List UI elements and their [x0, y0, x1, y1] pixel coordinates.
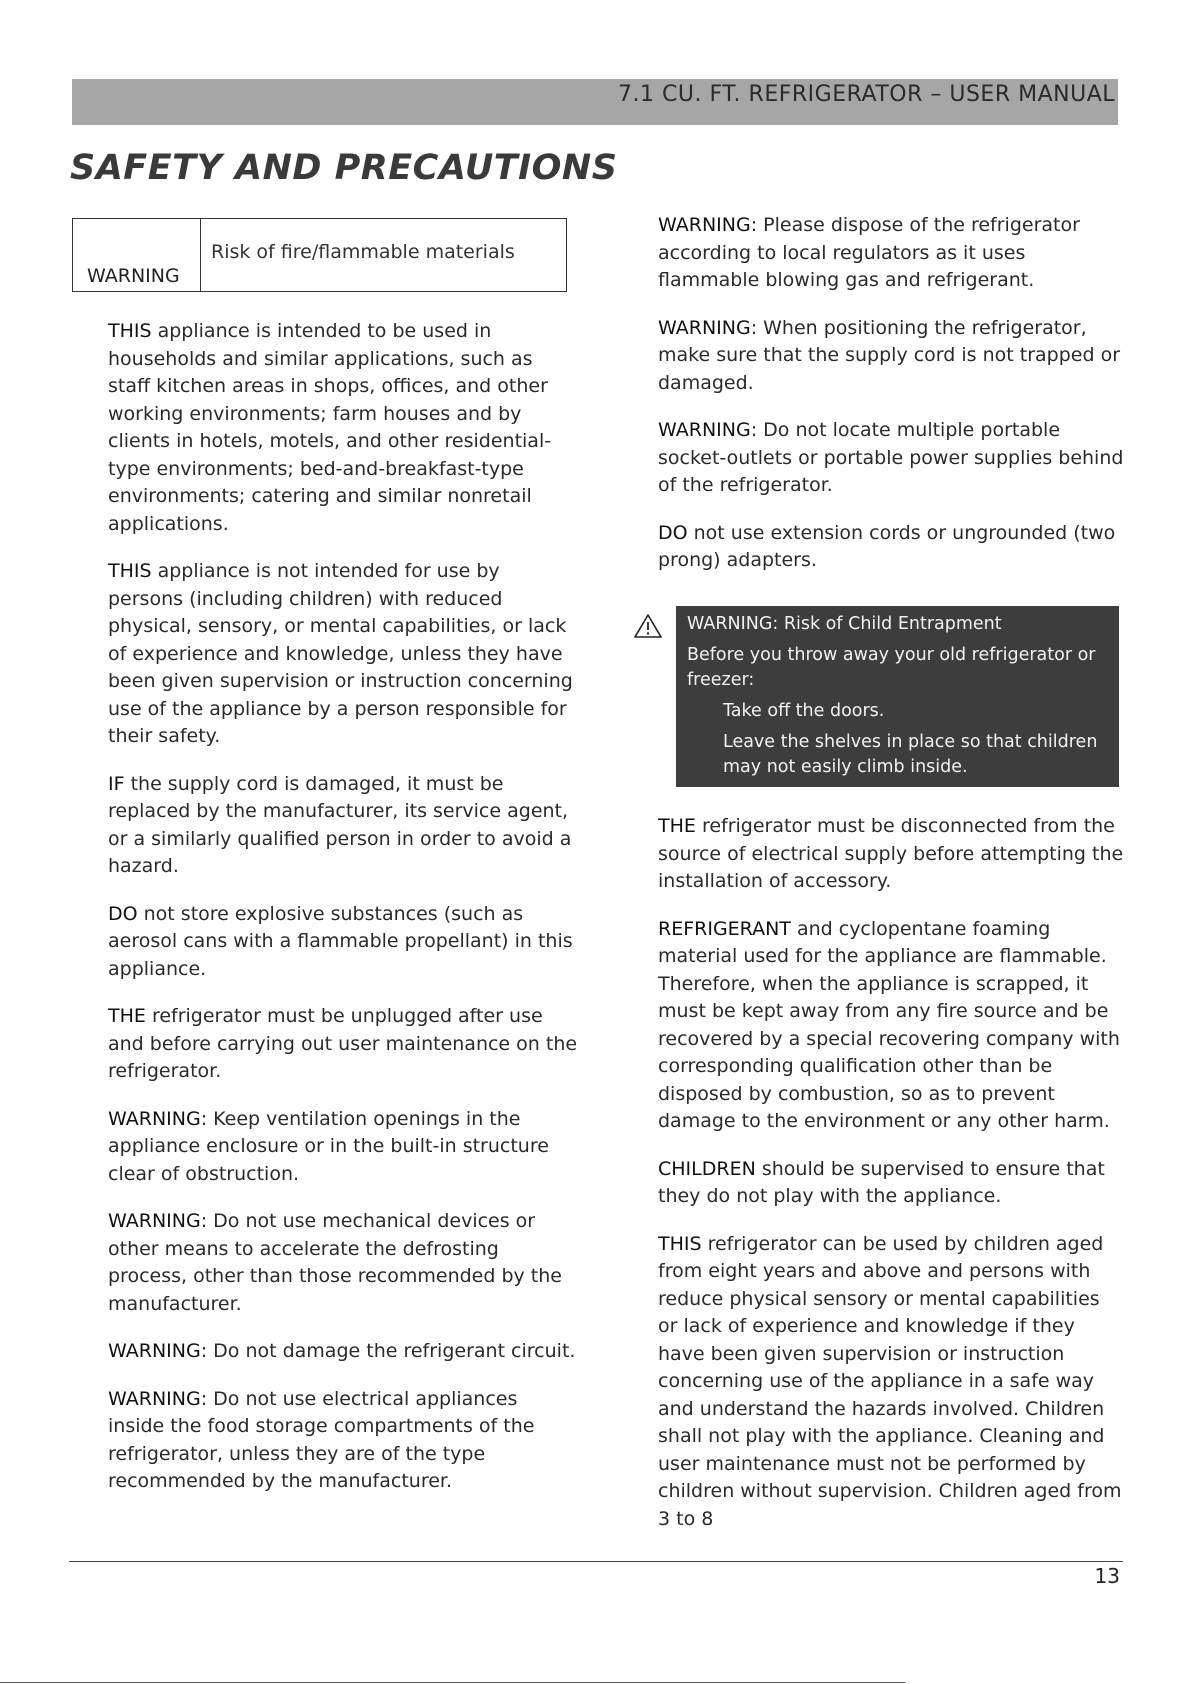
paragraph [108, 771, 578, 881]
paragraph-text: : When positioning the refrigerator, make sure that the supply cord is not trapped or damaged. [658, 316, 1121, 394]
paragraph-lead: REFRIGERANT [658, 917, 791, 940]
right-column-bottom [658, 813, 1124, 1553]
paragraph [658, 417, 1124, 500]
footer-divider [69, 1561, 1123, 1562]
paragraph [108, 1338, 578, 1366]
paragraph-text: : Keep ventilation openings in the appliance enclosure or in the built-in structure clear of obstruction. [108, 1107, 549, 1185]
entrapment-heading-text: : Risk of Child Entrapment [772, 614, 1002, 634]
paragraph-lead: WARNING [658, 419, 751, 441]
paragraph-text: refrigerator must be disconnected from the source of electrical supply before attempting the installation of accessory. [658, 815, 1124, 892]
paragraph [108, 1208, 578, 1318]
warning-table-description: Risk of fire/flammable materials [211, 241, 515, 263]
paragraph [658, 520, 1124, 575]
paragraph [108, 1386, 578, 1496]
entrapment-heading-lead: WARNING [687, 614, 773, 634]
paragraph [108, 558, 578, 751]
left-column [108, 318, 578, 1516]
paragraph-lead: IF [108, 772, 125, 795]
paragraph [658, 212, 1124, 295]
paragraph [108, 1106, 578, 1189]
paragraph-lead: THIS [658, 1232, 702, 1255]
paragraph-lead: DO [108, 902, 138, 925]
warning-table-label-cell [73, 219, 201, 291]
paragraph [658, 916, 1124, 1136]
entrapment-heading [687, 612, 1109, 637]
paragraph-text: : Do not use electrical appliances inside the food storage compartments of the refrigerator, unless they are of the type recommended by the manufacturer. [108, 1387, 535, 1492]
paragraph-text: refrigerator can be used by children aged from eight years and above and persons with reduce physical sensory or mental capabilities or lack of experience and knowledge if they have been given supervision or instruction concerning use of the appliance in a safe way and understand the hazards involved. Children shall not play with the appliance. Cleaning and user maintenance must not be performed by children without supervision. Children aged from 3 to 8 [658, 1232, 1122, 1530]
entrapment-list [687, 699, 1109, 780]
paragraph-text: : Do not use mechanical devices or other means to accelerate the defrosting process, other than those recommended by the manufacturer. [108, 1210, 562, 1315]
paragraph-lead: THE [658, 815, 696, 837]
paragraph-lead: WARNING [108, 1340, 201, 1362]
paragraph-text: refrigerator must be unplugged after use and before carrying out user maintenance on the refrigerator. [108, 1005, 578, 1082]
entrapment-intro: Before you throw away your old refrigerator or freezer: [687, 645, 1096, 690]
paragraph-lead: WARNING [658, 316, 751, 339]
paragraph-lead: WARNING [108, 1210, 201, 1232]
page-number: 13 [1094, 1564, 1120, 1588]
paragraph [658, 1156, 1124, 1211]
paragraph-lead: THE [108, 1005, 146, 1027]
paragraph [658, 1231, 1124, 1534]
bottom-divider [0, 1682, 905, 1683]
paragraph [108, 318, 578, 538]
list-item: Leave the shelves in place so that children may not easily climb inside. [723, 732, 1098, 777]
paragraph [658, 813, 1124, 896]
paragraph-text: not store explosive substances (such as aerosol cans with a flammable propellant) in this appliance. [108, 902, 573, 980]
header-title: 7.1 CU. FT. REFRIGERATOR – USER MANUAL [618, 82, 1115, 107]
list-item: Take off the doors. [723, 701, 885, 721]
paragraph-lead: THIS [108, 320, 152, 342]
paragraph [108, 1003, 578, 1086]
warning-table-label: WARNING [87, 265, 180, 287]
paragraph-lead: DO [658, 521, 688, 544]
paragraph-lead: WARNING [108, 1387, 201, 1410]
paragraph-text: appliance is intended to be used in households and similar applications, such as staff kitchen areas in shops, offices, and other working environments; farm houses and by clients in hotels, motels, and other residential-type environments; bed-and-breakfast-type environments; catering and similar nonretail applications. [108, 320, 552, 535]
paragraph [658, 315, 1124, 398]
paragraph-text: not use extension cords or ungrounded (two prong) adapters. [658, 521, 1116, 571]
paragraph-lead: CHILDREN [658, 1157, 756, 1180]
paragraph-lead: WARNING [108, 1107, 201, 1130]
paragraph [108, 901, 578, 984]
paragraph-lead: THIS [108, 560, 152, 582]
paragraph-text: appliance is not intended for use by persons (including children) with reduced physical, sensory, or mental capabilities, or lack of experience and knowledge, unless they have been given supervision or instruction concerning use of the appliance by a person responsible for their safety. [108, 560, 573, 747]
header-bar [72, 79, 1118, 125]
paragraph-text: : Do not locate multiple portable socket-outlets or portable power supplies behind of the refrigerator. [658, 419, 1124, 496]
paragraph-text: : Do not damage the refrigerant circuit. [200, 1340, 576, 1362]
page-title: SAFETY AND PRECAUTIONS [70, 148, 618, 188]
paragraph-text: : Please dispose of the refrigerator according to local regulators as it uses flammable blowing gas and refrigerant. [658, 214, 1080, 291]
child-entrapment-warning-box [676, 606, 1119, 787]
paragraph-text: the supply cord is damaged, it must be replaced by the manufacturer, its service agent, or a similarly qualified person in order to avoid a hazard. [108, 772, 572, 877]
warning-triangle-icon [633, 613, 663, 639]
warning-table [72, 218, 567, 292]
paragraph-text: and cyclopentane foaming material used for the appliance are flammable. Therefore, when the appliance is scrapped, it must be kept away from any fire source and be recovered by a special recovering company with corresponding qualification other than be disposed by combustion, so as to prevent damage to the environment or any other harm. [658, 917, 1120, 1132]
right-column-top [658, 212, 1124, 595]
paragraph-lead: WARNING [658, 214, 751, 236]
paragraph-text: should be supervised to ensure that they do not play with the appliance. [658, 1157, 1105, 1207]
